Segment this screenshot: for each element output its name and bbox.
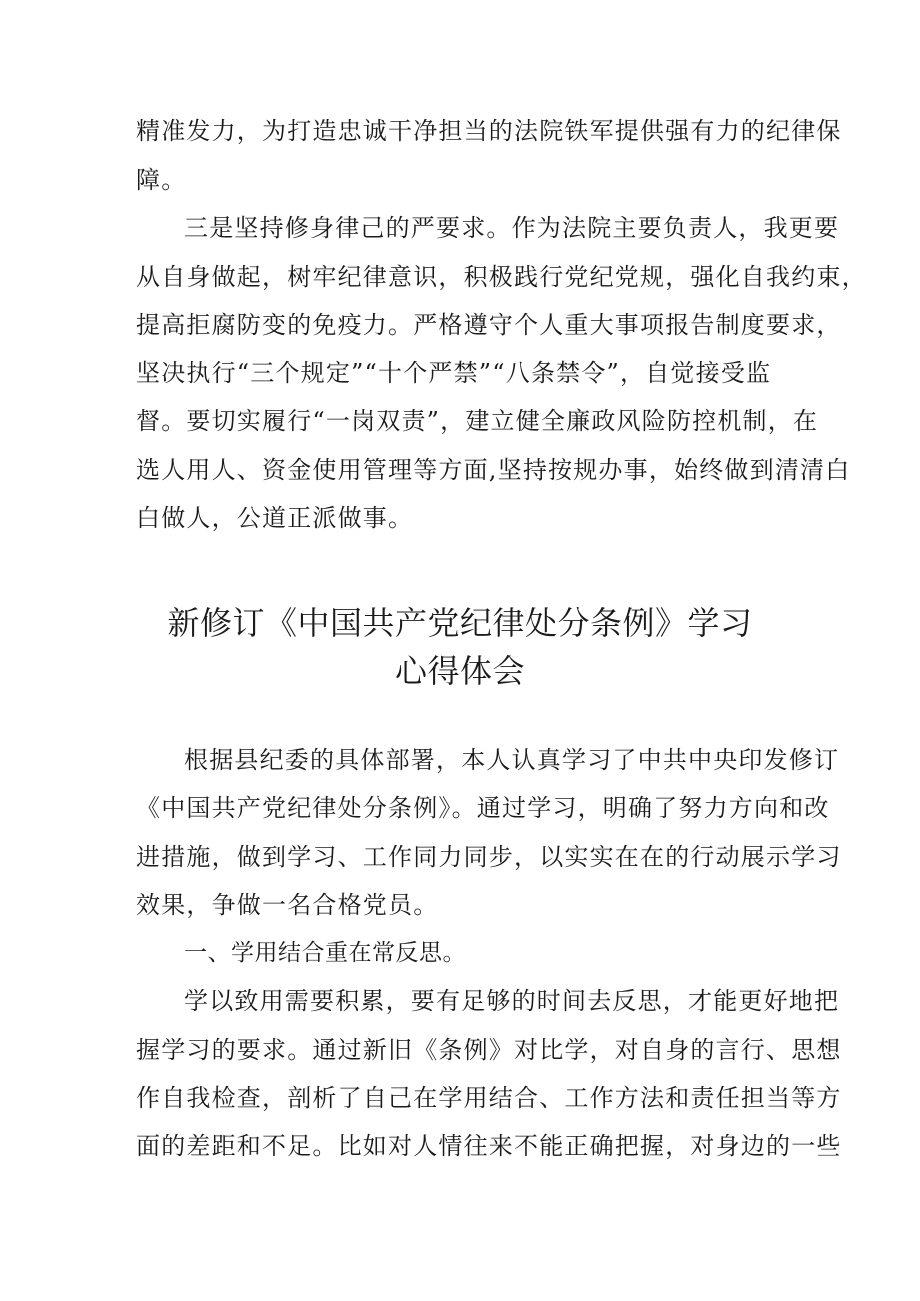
paragraph-line: 坚决执行“三个规定”“十个严禁”“八条禁令”，自觉接受监 [136,359,772,387]
article-title-line-2: 心得体会 [394,652,525,690]
paragraph-line: 学以致用需要积累，要有足够的时间去反思，才能更好地把 [184,987,840,1015]
paragraph-line: 进措施，做到学习、工作同力同步，以实实在在的行动展示学习 [136,843,842,871]
paragraph-line: 障。 [136,166,187,194]
paragraph-line: 作自我检查，剖析了自己在学用结合、工作方法和责任担当等方 [136,1084,842,1112]
paragraph-line: 提高拒腐防变的免疫力。严格遵守个人重大事项报告制度要求， [136,311,842,339]
article-title-line-1: 新修订《中国共产党纪律处分条例》学习 [167,604,753,642]
paragraph-line: 三是坚持修身律己的严要求。作为法院主要负责人，我更要 [184,214,840,242]
paragraph-line: 选人用人、资金使用管理等方面,坚持按规办事，始终做到清清白 [136,456,851,484]
paragraph-line: 白做人，公道正派做事。 [136,504,414,532]
paragraph-line: 面的差距和不足。比如对人情往来不能正确把握，对身边的一些 [136,1132,842,1160]
paragraph-line: 督。要切实履行“一岗双责”，建立健全廉政风险防控机制，在 [136,407,819,435]
paragraph-line: 精准发力，为打造忠诚干净担当的法院铁军提供强有力的纪律保 [136,117,842,145]
paragraph-line: 根据县纪委的具体部署，本人认真学习了中共中央印发修订 [184,746,840,774]
paragraph-line: 《中国共产党纪律处分条例》。通过学习，明确了努力方向和改 [136,794,830,822]
section-heading: 一、学用结合重在常反思。 [184,940,466,966]
paragraph-line: 握学习的要求。通过新旧《条例》对比学，对自身的言行、思想 [136,1036,842,1064]
paragraph-line: 效果，争做一名合格党员。 [136,891,439,919]
paragraph-line: 从自身做起，树牢纪律意识，积极践行党纪党规，强化自我约束， [136,263,867,291]
